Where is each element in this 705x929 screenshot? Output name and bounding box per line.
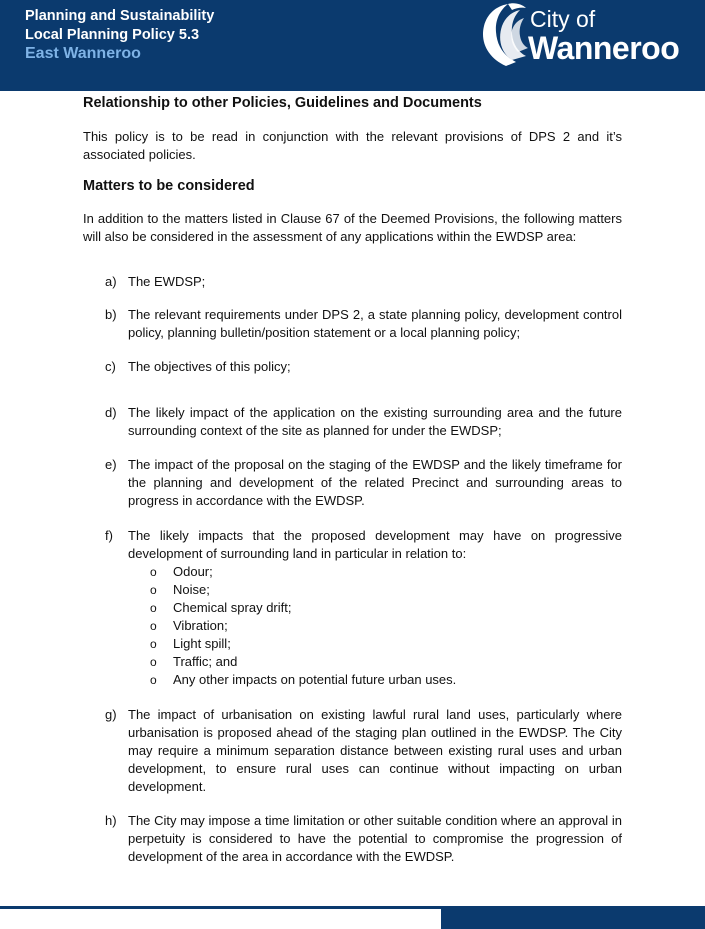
header-area: East Wanneroo bbox=[25, 45, 141, 62]
bullet-icon: o bbox=[150, 619, 157, 633]
sub-list-text: Vibration; bbox=[173, 618, 228, 633]
bullet-icon: o bbox=[150, 637, 157, 651]
list-marker: b) bbox=[105, 307, 117, 322]
list-text: The likely impact of the application on the existing surrounding area and the future surrounding context of the site as planned for under the EWDSP; bbox=[128, 405, 622, 438]
list-text: The impact of the proposal on the staging of the EWDSP and the likely timeframe for the planning and development of the related Precinct and surrounding areas to progress in accordance with the EWDSP. bbox=[128, 457, 622, 508]
list-text: The likely impacts that the proposed development may have on progressive development of surrounding land in particular in relation to: bbox=[128, 528, 622, 561]
list-marker: e) bbox=[105, 457, 117, 472]
section-intro-matters: In addition to the matters listed in Clause 67 of the Deemed Provisions, the following matters will also be considered in the assessment of any applications within the EWDSP area: bbox=[83, 211, 622, 244]
bullet-icon: o bbox=[150, 655, 157, 669]
sub-list-text: Odour; bbox=[173, 564, 213, 579]
bullet-icon: o bbox=[150, 601, 157, 615]
sub-list-text: Noise; bbox=[173, 582, 210, 597]
footer-block bbox=[441, 906, 705, 929]
page-header bbox=[0, 0, 705, 91]
list-marker: f) bbox=[105, 528, 113, 543]
bullet-icon: o bbox=[150, 565, 157, 579]
section-heading-matters: Matters to be considered bbox=[83, 178, 255, 194]
section-body-relationship: This policy is to be read in conjunction with the relevant provisions of DPS 2 and it’s associated policies. bbox=[83, 129, 622, 162]
bullet-icon: o bbox=[150, 673, 157, 687]
list-marker: c) bbox=[105, 359, 116, 374]
sub-list-text: Chemical spray drift; bbox=[173, 600, 292, 615]
city-logo bbox=[478, 0, 703, 72]
logo-city-text: City of bbox=[530, 6, 596, 32]
sub-list-text: Any other impacts on potential future urban uses. bbox=[173, 672, 457, 687]
list-marker: h) bbox=[105, 813, 117, 828]
logo-name-text: Wanneroo bbox=[528, 30, 680, 66]
sub-list-text: Light spill; bbox=[173, 636, 231, 651]
header-subtitle: Local Planning Policy 5.3 bbox=[25, 27, 200, 43]
bullet-icon: o bbox=[150, 583, 157, 597]
header-title: Planning and Sustainability bbox=[25, 8, 215, 24]
list-marker: d) bbox=[105, 405, 117, 420]
list-text: The relevant requirements under DPS 2, a state planning policy, development control policy, planning bulletin/position statement or a local planning policy; bbox=[128, 307, 622, 340]
list-text: The impact of urbanisation on existing lawful rural land uses, particularly where urbanisation is proposed ahead of the staging plan outlined in the EWDSP. The City may require a minimum separation distance between existing rural uses and urban development, to ensure rural uses can continue without impacting on urban development. bbox=[128, 707, 622, 794]
section-heading-relationship: Relationship to other Policies, Guidelines and Documents bbox=[83, 95, 482, 111]
list-marker: a) bbox=[105, 274, 117, 289]
list-text: The EWDSP; bbox=[128, 274, 206, 289]
list-text: The objectives of this policy; bbox=[128, 359, 291, 374]
sub-list-text: Traffic; and bbox=[173, 654, 238, 669]
list-text: The City may impose a time limitation or other suitable condition where an approval in perpetuity is considered to have the potential to compromise the progression of development of the area in accordance with the EWDSP. bbox=[128, 813, 622, 864]
list-marker: g) bbox=[105, 707, 117, 722]
